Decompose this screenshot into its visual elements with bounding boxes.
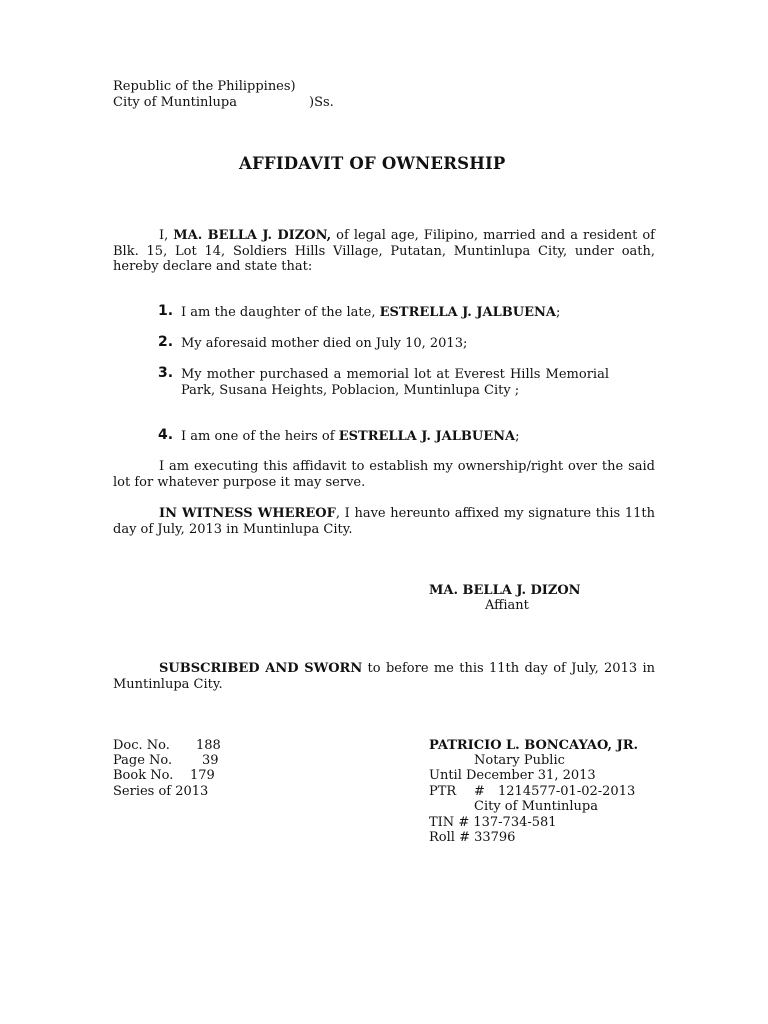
- affiant-role: Affiant: [485, 598, 529, 613]
- notary-ptr-hash: #: [474, 784, 485, 799]
- page-no-value: 39: [202, 753, 219, 768]
- jurat-rest: to before me this 11th day of July, 2013 in Muntinlupa City.: [113, 661, 655, 692]
- intro-pre: I,: [159, 228, 174, 243]
- item-4-text: [181, 429, 519, 445]
- notary-name: PATRICIO L. BONCAYAO, JR.: [429, 738, 639, 753]
- purpose-paragraph: I am executing this affidavit to establish my ownership/right over the said lot for whatever purpose it may serve.: [113, 459, 655, 490]
- page-no-label: Page No.: [113, 753, 173, 768]
- doc-no-label: Doc. No.: [113, 738, 170, 753]
- venue-line-1: Republic of the Philippines): [113, 79, 296, 94]
- item-1-text: [181, 305, 560, 321]
- intro-paragraph: [113, 228, 655, 275]
- witness-paragraph: [113, 506, 655, 537]
- book-no-label: Book No.: [113, 768, 174, 783]
- affiant-name: MA. BELLA J. DIZON: [429, 583, 581, 598]
- item-1-number: 1.: [158, 303, 174, 319]
- jurat-bold: SUBSCRIBED AND SWORN: [159, 661, 363, 676]
- notary-tin: TIN # 137-734-581: [429, 815, 557, 830]
- item-4-bold-name: ESTRELLA J. JALBUENA: [338, 429, 516, 444]
- witness-bold: IN WITNESS WHEREOF: [159, 506, 336, 521]
- jurat-paragraph: [113, 661, 655, 692]
- item-1-post: ;: [555, 305, 561, 320]
- doc-no-value: 188: [196, 738, 221, 753]
- book-no-value: 179: [190, 768, 215, 783]
- notary-title: Notary Public: [474, 753, 565, 768]
- item-2-number: 2.: [158, 334, 174, 350]
- item-4-post: ;: [515, 429, 520, 444]
- item-3-text: My mother purchased a memorial lot at Everest Hills Memorial Park, Susana Heights, Poblacion, Muntinlupa City ;: [181, 367, 609, 398]
- intro-rest: of legal age, Filipino, married and a resident of Blk. 15, Lot 14, Soldiers Hills Village, Putatan, Muntinlupa City, under oath, hereby declare and state that:: [113, 228, 655, 274]
- venue-ss: )Ss.: [309, 95, 334, 110]
- intro-affiant-name: MA. BELLA J. DIZON,: [173, 228, 332, 243]
- notary-until: Until December 31, 2013: [429, 768, 596, 783]
- series-label: Series of 2013: [113, 784, 209, 799]
- notary-ptr-label: PTR: [429, 784, 457, 799]
- notary-ptr-value: 1214577-01-02-2013: [498, 784, 636, 799]
- item-4-pre: I am one of the heirs of: [181, 429, 339, 444]
- item-1-bold-name: ESTRELLA J. JALBUENA: [379, 305, 556, 320]
- item-2-text: My aforesaid mother died on July 10, 2013;: [181, 336, 468, 351]
- document-title: AFFIDAVIT OF OWNERSHIP: [239, 154, 506, 173]
- item-4-number: 4.: [158, 427, 174, 443]
- item-3-number: 3.: [158, 365, 174, 381]
- item-1-pre: I am the daughter of the late,: [181, 305, 380, 320]
- venue-city: City of Muntinlupa: [113, 95, 237, 110]
- witness-rest: , I have hereunto affixed my signature this 11th day of July, 2013 in Muntinlupa City.: [113, 506, 656, 537]
- notary-city: City of Muntinlupa: [474, 799, 598, 814]
- notary-roll: Roll # 33796: [429, 830, 516, 845]
